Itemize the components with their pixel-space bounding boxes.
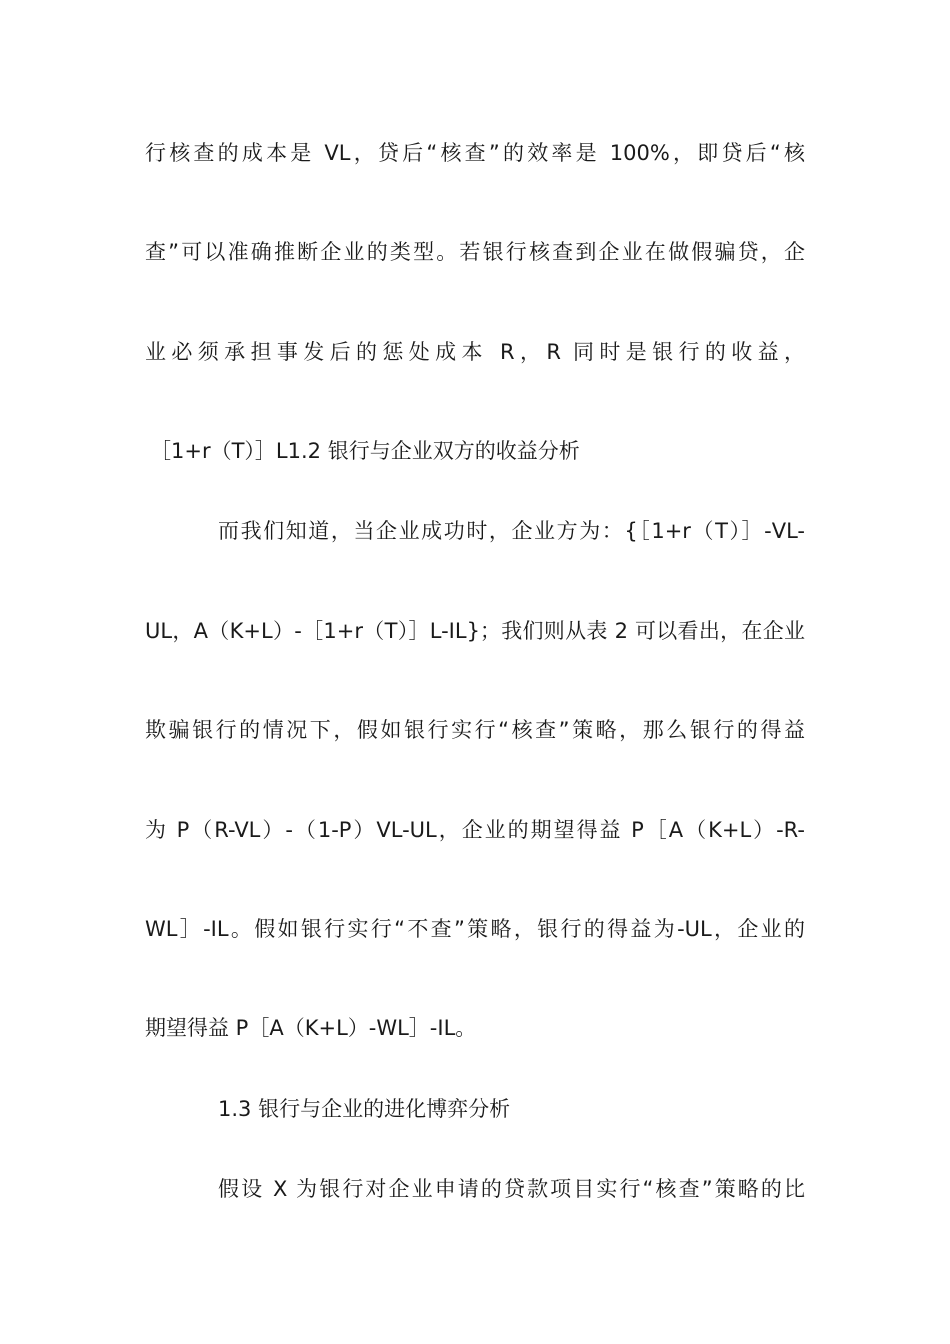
paragraph-line-9: WL］-IL。假如银行实行“不查”策略，银行的得益为-UL，企业的 — [145, 917, 805, 941]
paragraph-line-7: 欺骗银行的情况下，假如银行实行“核查”策略，那么银行的得益 — [145, 718, 805, 742]
paragraph-line-2: 查”可以准确推断企业的类型。若银行核查到企业在做假骗贷，企 — [145, 240, 805, 264]
paragraph-line-3: 业必须承担事发后的惩处成本 R，R 同时是银行的收益， — [145, 340, 805, 364]
paragraph-line-5: 而我们知道，当企业成功时，企业方为：{［1+r（T）］-VL- — [218, 519, 805, 543]
paragraph-line-12: 假设 X 为银行对企业申请的贷款项目实行“核查”策略的比 — [218, 1177, 805, 1201]
paragraph-line-10: 期望得益 P［A（K+L）-WL］-IL。 — [145, 1016, 477, 1040]
paragraph-line-1: 行核查的成本是 VL，贷后“核查”的效率是 100%，即贷后“核 — [145, 141, 805, 165]
section-heading-1-3: 1.3 银行与企业的进化博弈分析 — [218, 1097, 511, 1121]
section-heading-1-2: ［1+r（T）］L1.2 银行与企业双方的收益分析 — [150, 439, 580, 463]
paragraph-line-6: UL，A（K+L）-［1+r（T）］L-IL}；我们则从表 2 可以看出，在企业 — [145, 619, 805, 643]
paragraph-line-8: 为 P（R-VL）-（1-P）VL-UL，企业的期望得益 P［A（K+L）-R- — [145, 818, 805, 842]
